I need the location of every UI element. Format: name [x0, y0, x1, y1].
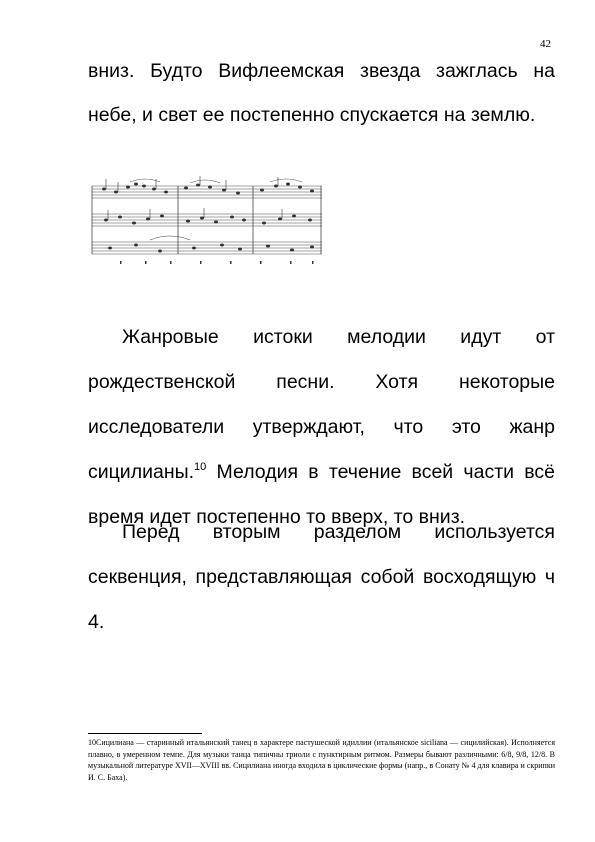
paragraph-1-line-1: вниз. Будто Вифлеемская звезда зажглась на	[88, 60, 555, 82]
paragraph-2	[88, 320, 555, 534]
paragraph-3-line-2: секвенция, представляющая собой восходящую ч	[88, 566, 555, 588]
paragraph-2-line-4-start: сицилианы.	[88, 461, 195, 483]
paragraph-2-line-5: время идет постепенно то вверх, то вниз.	[88, 506, 466, 528]
paragraph-3	[88, 515, 555, 639]
paragraph-1	[88, 54, 555, 132]
paragraph-1-line-2: небе, и свет ее постепенно спускается на землю.	[88, 104, 536, 126]
paragraph-2-line-1: Жанровые истоки мелодии идут от	[122, 326, 555, 348]
paragraph-2-line-4-end: Мелодия в течение всей части всё	[206, 461, 555, 483]
paragraph-2-line-3: исследователи утверждают, что это жанр	[88, 416, 555, 438]
paragraph-3-line-1: Перед вторым разделом используется	[122, 521, 555, 543]
footnote-text: 10Сицилиана — старинный итальянский танец в характере пастушеской идиллии (итальянское siciliana — сицилийская). Исполняется плавно, в умеренном темпе. Для музыки танца типичны триоли с пунктирным ритмом. Размеры бывают различными: 6/8, 9/8, 12/8. В музыкальной литературе XVII—XVIII вв. Сицилиана иногда входила в циклические формы (напр., в Сонату № 4 для клавира и скрипки И. С. Баха).	[88, 738, 555, 782]
paragraph-2-line-2: рождественской песни. Хотя некоторые	[88, 371, 555, 393]
staff-3	[92, 242, 322, 254]
page-number: 42	[540, 38, 551, 50]
staff-2	[92, 214, 322, 226]
footnote-reference: 10	[194, 461, 207, 473]
music-score-image	[90, 176, 325, 271]
paragraph-3-line-3: 4.	[88, 611, 105, 633]
footnote-separator	[88, 733, 202, 734]
paragraph-2-line-4	[88, 455, 555, 489]
